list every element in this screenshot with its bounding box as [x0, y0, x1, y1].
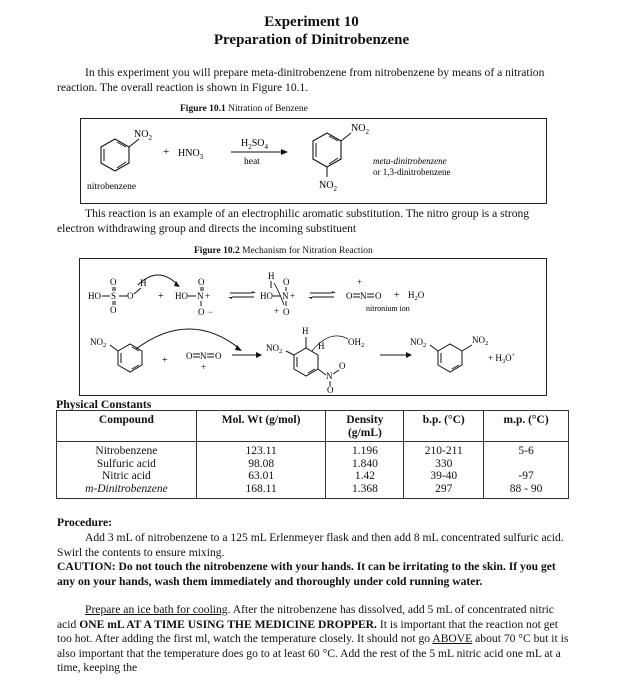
- svg-text:+: +: [162, 355, 168, 366]
- svg-text:−: −: [208, 307, 214, 317]
- svg-text:O: O: [127, 291, 134, 301]
- product-no2-bottom: $NO_2$: [319, 180, 337, 193]
- table-cell: 168.11: [196, 483, 326, 499]
- svg-text:N: N: [326, 371, 333, 381]
- svg-text:H: H: [140, 278, 147, 288]
- table-cell: 1.196: [326, 442, 404, 458]
- table-cell: Nitrobenzene: [57, 442, 197, 458]
- nitrobenzene-row2: [90, 337, 142, 372]
- svg-text:O: O: [283, 307, 290, 317]
- svg-text:O: O: [339, 361, 346, 371]
- product-name-2: or 1,3-dinitrobenzene: [373, 167, 451, 177]
- table-cell: m-Dinitrobenzene: [57, 483, 197, 499]
- nitronium-ion-structure: [346, 277, 382, 301]
- figure2-mechanism-diagram: [80, 259, 546, 395]
- table-cell: 88 - 90: [484, 483, 569, 499]
- table-row: [57, 483, 569, 499]
- svg-text:H: H: [302, 326, 309, 336]
- table-cell: 1.840: [326, 458, 404, 471]
- physical-constants-table: [56, 410, 569, 499]
- svg-text:HO: HO: [260, 291, 273, 301]
- table-row: [57, 458, 569, 471]
- svg-text:O: O: [110, 305, 117, 315]
- figure1-caption: Figure 10.1 Nitration of Benzene: [180, 104, 308, 114]
- water-row2-label: $OH_2$: [348, 337, 365, 349]
- reactant-label: nitrobenzene: [87, 182, 137, 192]
- svg-text:O: O: [186, 351, 193, 361]
- experiment-title: Experiment 10: [264, 14, 359, 30]
- plus-sign: +: [163, 146, 170, 158]
- reactant-no2-label: $NO_2$: [134, 129, 152, 142]
- table-cell: -97: [484, 470, 569, 483]
- experiment-subtitle: Preparation of Dinitrobenzene: [213, 32, 410, 48]
- product-no2-top: $NO_2$: [351, 123, 369, 136]
- col-density: Density (g/mL): [326, 411, 404, 442]
- procedure-heading: Procedure:: [57, 516, 112, 529]
- product-row2-structure: [410, 335, 488, 372]
- svg-text:+: +: [357, 277, 363, 287]
- table-row: [57, 442, 569, 458]
- table-cell: 39-40: [404, 470, 484, 483]
- dinitrobenzene-structure: [313, 123, 369, 193]
- nitric-acid-structure: [175, 277, 213, 317]
- nitronium-row2: [186, 351, 222, 372]
- svg-text:O: O: [327, 385, 334, 395]
- table-cell: 63.01: [196, 470, 326, 483]
- svg-text:+: +: [205, 291, 211, 301]
- catalyst-label: $H_2SO_4$: [241, 138, 269, 151]
- nitrobenzene-structure: [101, 129, 152, 171]
- table-cell: [484, 458, 569, 471]
- svg-text:+: +: [274, 306, 280, 316]
- table-cell: Nitric acid: [57, 470, 197, 483]
- svg-text:NO2: $NO_2$: [90, 337, 107, 349]
- water-label: $H_2O$: [408, 290, 425, 302]
- svg-text:O: O: [375, 291, 382, 301]
- table-cell: 297: [404, 483, 484, 499]
- svg-text:+: +: [394, 290, 400, 301]
- sulfuric-acid-structure: [88, 277, 147, 315]
- figure1-nitration-diagram: [81, 119, 546, 203]
- electron-arrow-2: [136, 329, 240, 349]
- figure1-box: [80, 118, 547, 204]
- table-cell: 1.368: [326, 483, 404, 499]
- svg-text:N: N: [197, 291, 204, 301]
- table-cell: 210-211: [404, 442, 484, 458]
- table-cell: 98.08: [196, 458, 326, 471]
- table-cell: 330: [404, 458, 484, 471]
- svg-text:+: +: [201, 362, 207, 372]
- protonated-nitric-acid-structure: [260, 271, 295, 317]
- svg-text:NO2: $NO_2$: [410, 337, 427, 349]
- svg-text:O: O: [198, 277, 205, 287]
- product-name-1: meta-dinitrobenzene: [373, 156, 447, 166]
- svg-text:HO: HO: [175, 291, 188, 301]
- col-compound: Compound: [57, 411, 197, 442]
- svg-text:HO: HO: [88, 291, 101, 301]
- hydronium-label: + $H_3O^+$: [488, 352, 516, 365]
- caution-paragraph: CAUTION: Do not touch the nitrobenzene with your hands. It can be irritating to the skin. If you get any on your hands, wash them immediately and thoroughly under cold running water.: [57, 560, 556, 588]
- svg-text:H: H: [318, 341, 325, 351]
- procedure-step-1: Add 3 mL of nitrobenzene to a 125 mL Erlenmeyer flask and then add 8 mL concentrated sulfuric acid. Swirl the contents to ensure mixing.: [57, 531, 564, 559]
- col-mp: m.p. (°C): [484, 411, 569, 442]
- physical-constants-title: Physical Constants: [56, 397, 152, 411]
- svg-text:+: +: [290, 291, 296, 301]
- svg-text:NO2: $NO_2$: [266, 343, 283, 355]
- mechanism-intro-paragraph: This reaction is an example of an electrophilic aromatic substitution. The nitro group is a strong electron withdrawing group and directs the incoming substituent: [57, 207, 530, 235]
- svg-text:O: O: [283, 277, 290, 287]
- svg-text:S: S: [111, 291, 117, 301]
- table-cell: 1.42: [326, 470, 404, 483]
- col-bp: b.p. (°C): [404, 411, 484, 442]
- svg-text:O: O: [110, 277, 117, 287]
- figure2-caption: Figure 10.2 Mechanism for Nitration Reaction: [194, 246, 373, 256]
- intro-paragraph: In this experiment you will prepare meta-dinitrobenzene from nitrobenzene by means of a nitration reaction. The overall reaction is shown in Figure 10.1.: [57, 66, 545, 94]
- svg-text:O: O: [198, 307, 205, 317]
- table-cell: Sulfuric acid: [57, 458, 197, 471]
- col-mol-wt: Mol. Wt (g/mol): [196, 411, 326, 442]
- procedure-step-2: Prepare an ice bath for cooling. After the nitrobenzene has dissolved, add 5 mL of concentrated nitric acid ONE mL AT A TIME USING THE MEDICINE DROPPER. It is important that the reaction not get too hot. After adding the first ml, watch the temperature closely. It should not go ABOVE about 70 °C but it is also important that the temperature does go to at least 60 °C. Add the rest of the 5 mL nitric acid one mL at a time, keeping the: [57, 603, 569, 674]
- svg-text:H: H: [268, 271, 275, 281]
- nitronium-label: nitronium ion: [366, 304, 410, 313]
- svg-text:O: O: [346, 291, 353, 301]
- svg-text:N: N: [200, 351, 207, 361]
- table-cell: 123.11: [196, 442, 326, 458]
- svg-text:+: +: [158, 291, 164, 302]
- svg-text:NO2: $NO_2$: [472, 335, 489, 347]
- svg-text:N: N: [282, 291, 289, 301]
- reagent-label: $HNO_3$: [178, 148, 204, 161]
- figure2-box: [79, 258, 547, 396]
- condition-label: heat: [244, 157, 260, 167]
- table-cell: 5-6: [484, 442, 569, 458]
- svg-text:O: O: [215, 351, 222, 361]
- table-header-row: [57, 411, 569, 442]
- table-row: [57, 470, 569, 483]
- svg-text:N: N: [360, 291, 367, 301]
